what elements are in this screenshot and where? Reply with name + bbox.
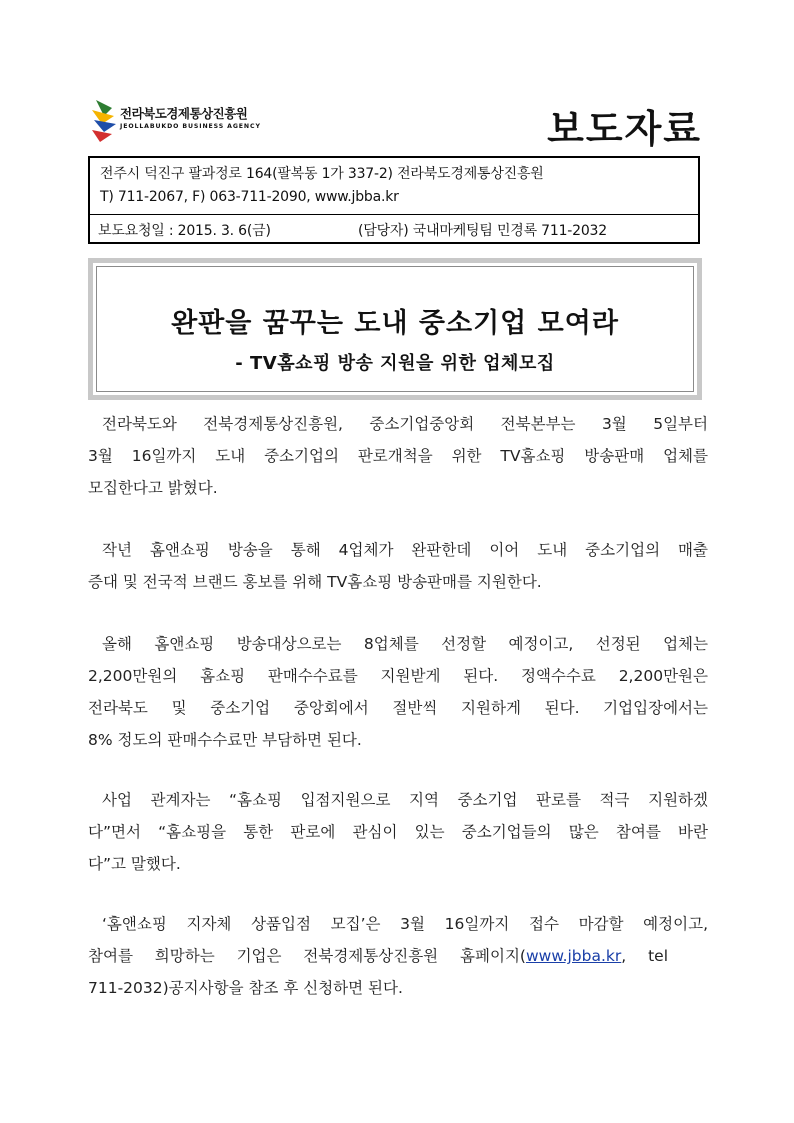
website-link[interactable]: www.jbba.kr: [525, 947, 622, 965]
paragraph-line: 전라북도 및 중소기업 중앙회에서 절반씩 지원하게 된다. 기업입장에서는: [88, 699, 708, 717]
paragraph-line: 8% 정도의 판매수수료만 부담하면 된다.: [88, 731, 362, 749]
paragraph-line: 작년 홈앤쇼핑 방송을 통해 4업체가 완판한데 이어 도내 중소기업의 매출: [102, 541, 708, 559]
paragraph-3: [88, 628, 708, 756]
paragraph-line-suffix: , tel: [621, 947, 668, 965]
headline-title: 완판을 꿈꾸는 도내 중소기업 모여라: [171, 308, 619, 339]
paragraph-line: 다”고 말했다.: [88, 855, 181, 873]
headline-box: [88, 258, 702, 400]
press-release-title: 보도자료: [547, 107, 702, 151]
paragraph-line: 711-2032)공지사항을 참조 후 신청하면 된다.: [88, 979, 403, 997]
paragraph-line: ‘홈앤쇼핑 지자체 상품입점 모집’은 3월 16일까지 접수 마감할 예정이고,: [102, 915, 708, 933]
paragraph-line: 사업 관계자는 “홈쇼핑 입점지원으로 지역 중소기업 판로를 적극 지원하겠: [102, 791, 708, 809]
paragraph-1: [88, 408, 708, 504]
agency-name-kr: 전라북도경제통상진흥원: [120, 106, 248, 121]
request-date: 보도요청일 : 2015. 3. 6(금): [98, 223, 271, 239]
paragraph-line: [88, 940, 708, 972]
paragraph-line: 3월 16일까지 도내 중소기업의 판로개척을 위한 TV홈쇼핑 방송판매 업체를: [88, 447, 708, 465]
contact-info-table: [88, 156, 700, 244]
paragraph-line: 다”면서 “홈쇼핑을 통한 판로에 관심이 있는 중소기업들의 많은 참여를 바란: [88, 823, 708, 841]
contact-person: (담당자) 국내마케팅팀 민경록 711-2032: [358, 223, 607, 239]
paragraph-line: 2,200만원의 홈쇼핑 판매수수료를 지원받게 된다. 정액수수료 2,200만원은: [88, 667, 708, 685]
paragraph-4: [88, 784, 708, 880]
contact-line: T) 711-2067, F) 063-711-2090, www.jbba.kr: [100, 189, 399, 205]
paragraph-line: 증대 및 전국적 브랜드 홍보를 위해 TV홈쇼핑 방송판매를 지원한다.: [88, 573, 542, 591]
agency-name-en: JEOLLABUKDO BUSINESS AGENCY: [120, 123, 261, 130]
paragraph-line: 모집한다고 밝혔다.: [88, 479, 218, 497]
table-divider: [90, 214, 698, 215]
headline-inner-frame: [96, 266, 694, 392]
headline-subtitle: - TV홈쇼핑 방송 지원을 위한 업체모집: [235, 353, 555, 374]
paragraph-5: [88, 908, 708, 1004]
paragraph-2: [88, 534, 708, 598]
paragraph-line-text: [88, 940, 708, 972]
agency-logo-icon: [90, 96, 118, 144]
paragraph-line: 올해 홈앤쇼핑 방송대상으로는 8업체를 선정할 예정이고, 선정된 업체는: [102, 635, 708, 653]
paragraph-line-prefix: 참여를 희망하는 기업은 전북경제통상진흥원 홈페이지(: [88, 947, 526, 965]
agency-logo: [90, 96, 280, 146]
paragraph-line-main: [88, 940, 668, 972]
address-line: 전주시 덕진구 팔과정로 164(팔복동 1가 337-2) 전라북도경제통상진흥원: [100, 166, 544, 182]
paragraph-line: 전라북도와 전북경제통상진흥원, 중소기업중앙회 전북본부는 3월 5일부터: [102, 415, 708, 433]
